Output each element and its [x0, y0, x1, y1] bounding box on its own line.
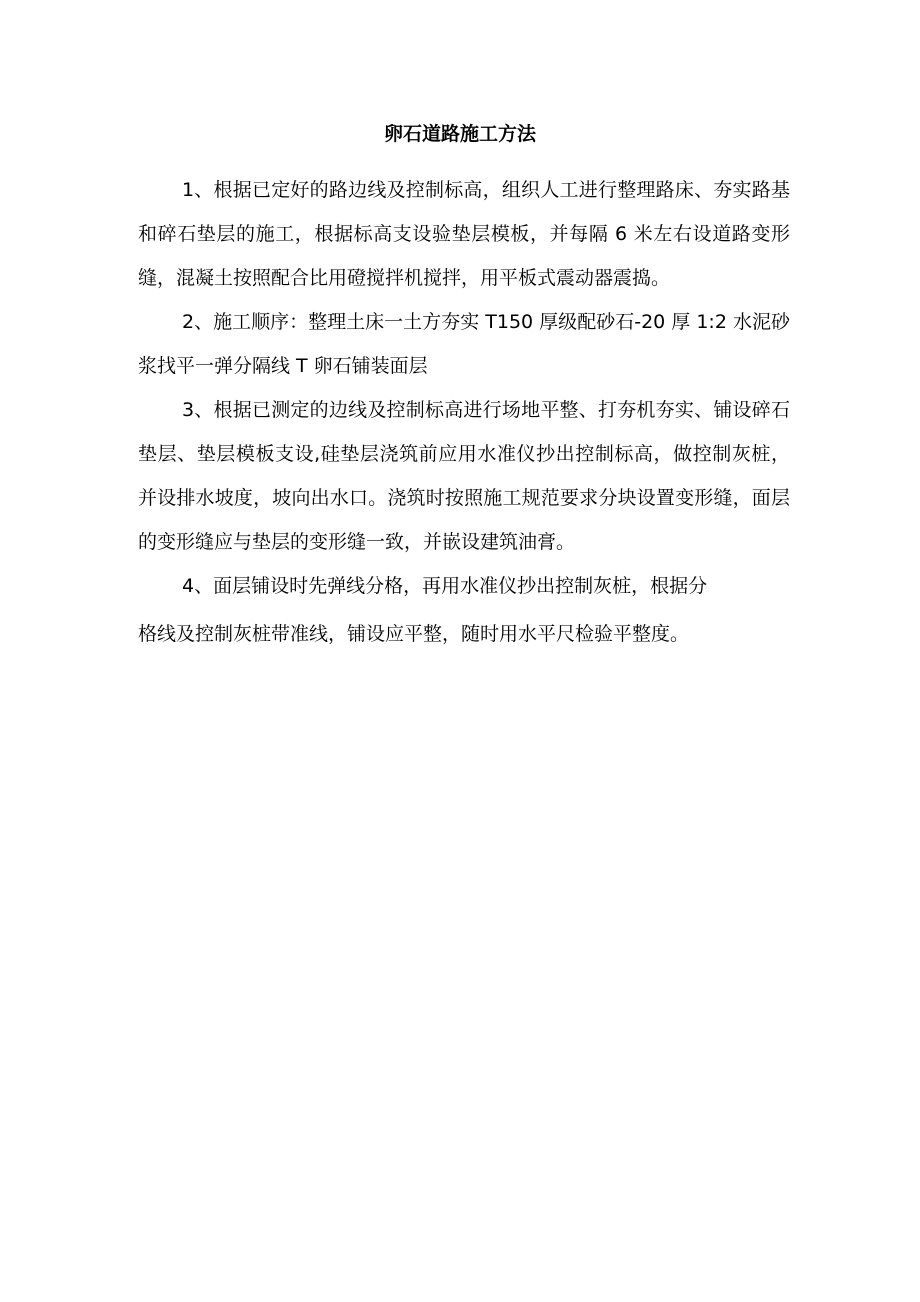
document-body [138, 168, 790, 656]
paragraph-4-line-2: 格线及控制灰桩带准线，铺设应平整，随时用水平尺检验平整度。 [138, 623, 690, 645]
paragraph-2: 2、施工顺序：整理土床一土方夯实 T150 厚级配砂石-20 厚 1:2 水泥砂浆找平一弹分隔线 T 卵石铺装面层 [138, 311, 790, 377]
document-title: 卵石道路施工方法 [383, 123, 536, 145]
paragraph-3: 3、根据已测定的边线及控制标高进行场地平整、打夯机夯实、铺设碎石垫层、垫层模板支设,硅垫层浇筑前应用水准仪抄出控制标高，做控制灰桩，并设排水坡度，坡向出水口。浇筑时按照施工规范要求分块设置变形缝，面层的变形缝应与垫层的变形缝一致，并嵌设建筑油膏。 [138, 399, 790, 553]
paragraph-4-line-1: 4、面层铺设时先弹线分格，再用水准仪抄出控制灰桩，根据分 [182, 575, 708, 597]
paragraph-1: 1、根据已定好的路边线及控制标高，组织人工进行整理路床、夯实路基和碎石垫层的施工，根据标高支设验垫层模板，并每隔 6 米左右设道路变形缝，混凝土按照配合比用磴搅拌机搅拌，用平板式震动器震捣。 [138, 179, 790, 289]
